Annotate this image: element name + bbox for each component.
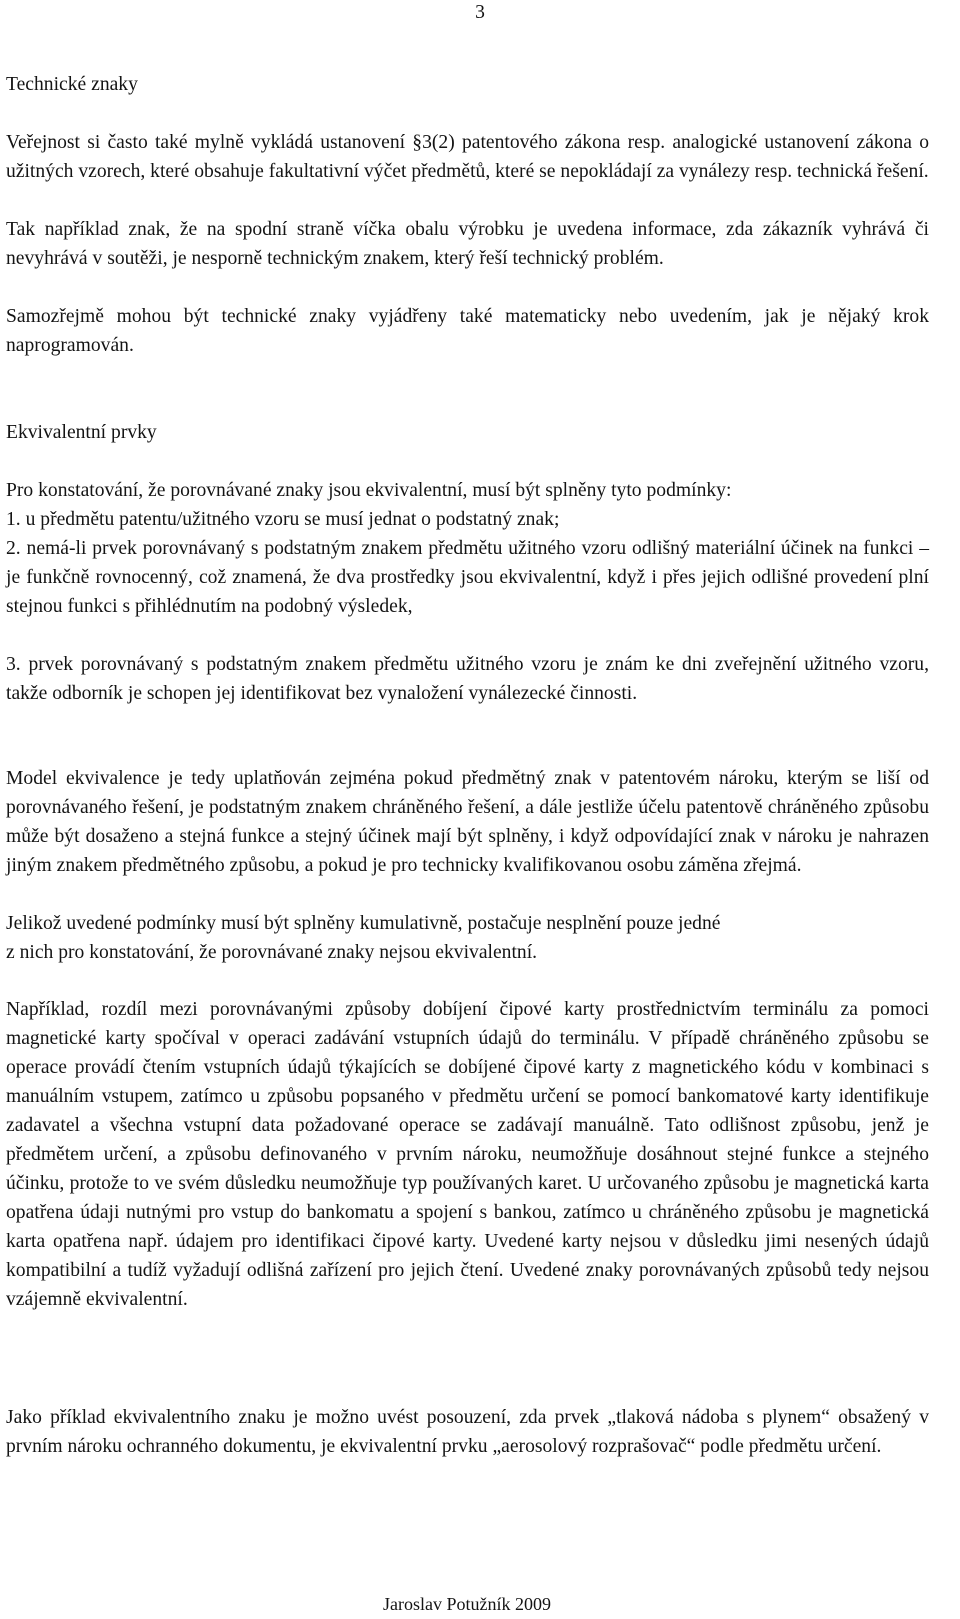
cumulative-line-1: Jelikož uvedené podmínky musí být splněny kumulativně, postačuje nesplnění pouze jedné (6, 913, 721, 934)
paragraph-cumulative-conditions (6, 909, 929, 967)
condition-item-1: 1. u předmětu patentu/užitného vzoru se musí jednat o podstatný znak; (6, 509, 560, 530)
paragraph-chip-card-example: Například, rozdíl mezi porovnávanými způsoby dobíjení čipové karty prostřednictvím terminálu za pomoci magnetické karty spočíval v operaci zadávání vstupních údajů do terminálu. V případě chráněného způsobu se operace provádí čtením vstupních údajů týkajících se dobíjené čipové karty z magnetického kódu v kombinaci s manuálním vstupem, zatímco u způsobu popsaného v předmětu určení se pomocí bankomatové karty identifikuje zadavatel a všechna vstupní data požadované operace se zadávají manuálně. Tato odlišnost způsobu, jenž je předmětem určení, a způsobu definovaného v prvním nároku, neumožňuje dosáhnout stejné funkce a stejného účinku, protože to ve svém důsledku neumožňuje typ používaných karet. U určovaného způsobu je magnetická karta opatřena údaji nutnými pro vstup do bankomatu a spojení s bankou, zatímco u chráněného způsobu je magnetická karta opatřena např. údajem pro identifikaci čipové karty. Uvedené karty nejsou v důsledku jimi nesených údajů kompatibilní a tudíž vyžadují odlišná zařízení pro jejich čtení. Uvedené znaky porovnávaných způsobů tedy nejsou vzájemně ekvivalentní. (6, 999, 929, 1310)
page-number: 3 (475, 2, 485, 23)
paragraph-equivalence-model: Model ekvivalence je tedy uplatňován zejména pokud předmětný znak v patentovém nároku, kterým se liší od porovnávaného řešení, je podstatným znakem chráněného řešení, a dále jestliže účelu patentově chráněného způsobu může být dosaženo a stejná funkce a stejný účinek mají být splněny, i když odpovídající znak v nároku je nahrazen jiným znakem předmětného způsobu, a pokud je pro technicky kvalifikovanou osobu záměna zřejmá. (6, 768, 929, 876)
conditions-intro: Pro konstatování, že porovnávané znaky jsou ekvivalentní, musí být splněny tyto podmínky: (6, 480, 732, 501)
paragraph-closing-example: Jako příklad ekvivalentního znaku je možno uvést posouzení, zda prvek „tlaková nádoba s plynem“ obsažený v prvním nároku ochranného dokumentu, je ekvivalentní prvku „aerosolový rozprašovač“ podle předmětu určení. (6, 1407, 929, 1457)
condition-item-2: 2. nemá-li prvek porovnávaný s podstatným znakem předmětu užitného vzoru odlišný materiální účinek na funkci – je funkčně rovnocenný, což znamená, že dva prostředky jsou ekvivalentní, když i přes jejich odlišné provedení plní stejnou funkci s přihlédnutím na podobný výsledek, (6, 538, 929, 617)
cumulative-line-2: z nich pro konstatování, že porovnávané znaky nejsou ekvivalentní. (6, 942, 538, 963)
condition-item-3: 3. prvek porovnávaný s podstatným znakem předmětu užitného vzoru je znám ke dni zveřejnění užitného vzoru, takže odborník je schopen jej identifikovat bez vynaložení vynálezecké činnosti. (6, 654, 929, 704)
section-heading-technical-features: Technické znaky (6, 74, 138, 95)
footer-author: Jaroslav Potužník 2009 (383, 1594, 551, 1614)
paragraph-lid-example: Tak například znak, že na spodní straně víčka obalu výrobku je uvedena informace, zda zákazník vyhrává či nevyhrává v soutěži, je nesporně technickým znakem, který řeší technický problém. (6, 219, 929, 269)
section-heading-equivalent-elements: Ekvivalentní prvky (6, 422, 157, 443)
paragraph-public-misinterpretation: Veřejnost si často také mylně vykládá ustanovení §3(2) patentového zákona resp. analogické ustanovení zákona o užitných vzorech, které obsahuje fakultativní výčet předmětů, které se nepokládají za vynálezy resp. technická řešení. (6, 132, 929, 182)
paragraph-mathematical-expression: Samozřejmě mohou být technické znaky vyjádřeny také matematicky nebo uvedením, jak je nějaký krok naprogramován. (6, 306, 929, 356)
